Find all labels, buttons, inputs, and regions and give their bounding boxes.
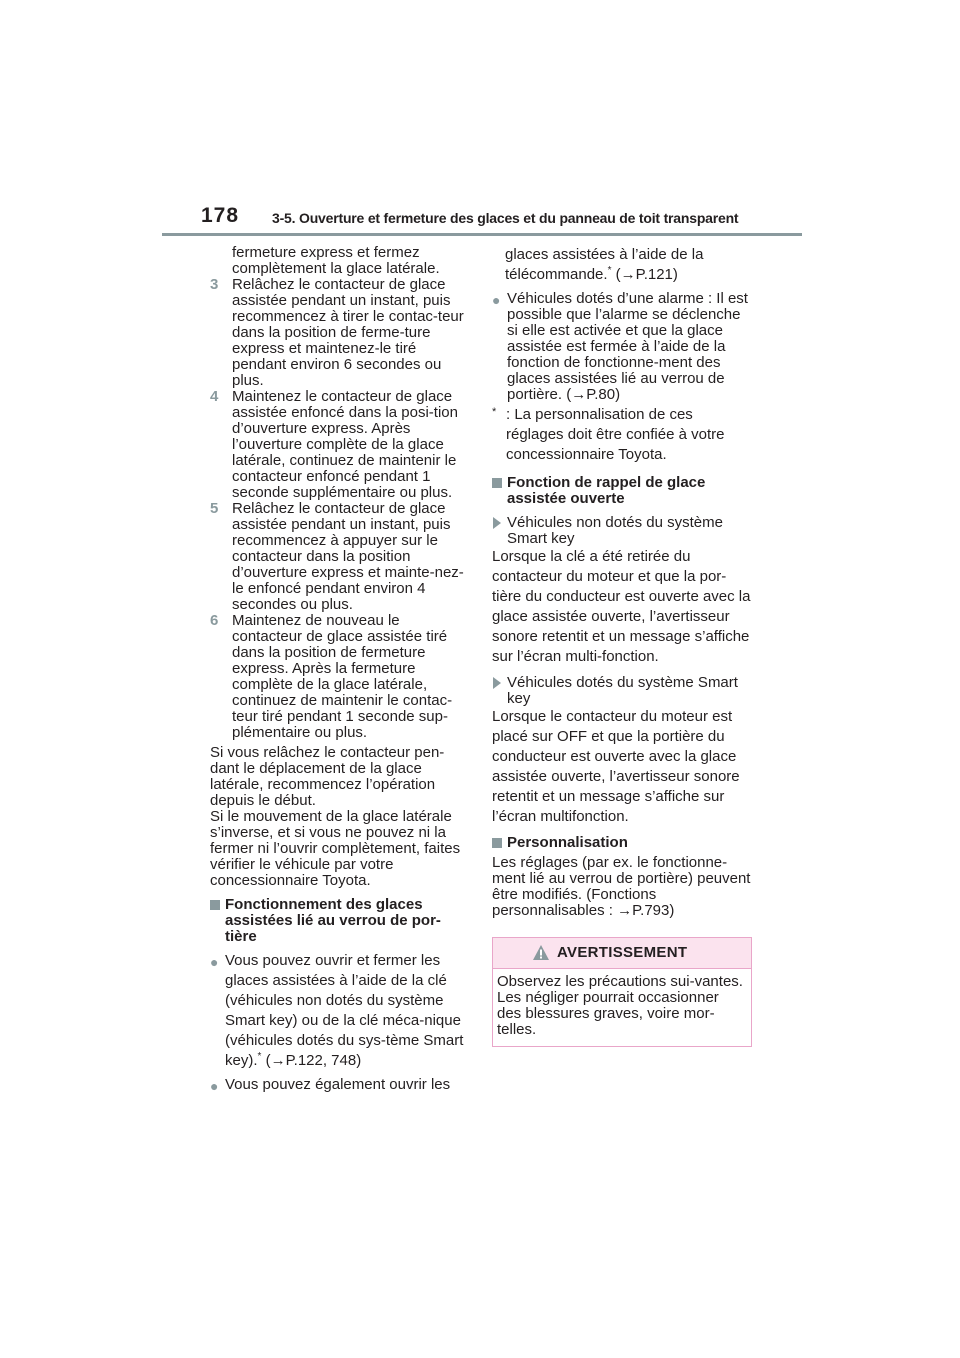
- bullet-item: [492, 291, 754, 403]
- warning-triangle-icon: [532, 944, 550, 961]
- circle-bullet-icon: ●: [210, 954, 219, 970]
- continued-body: glaces assistées à l’aide de la télécommande.: [505, 246, 704, 283]
- step-text: Relâchez le contacteur de glace assistée pendant un instant, puis recommencez à appuyer sur le contacteur dans la position d’ouverture express et mainte-nez-le enfoncé pendant environ 4 secondes ou plus.: [232, 500, 464, 613]
- bullet-text: Vous pouvez ouvrir et fermer les glaces assistées à l’aide de la clé (véhicules non dotés du système Smart key) ou de la clé méca-nique (véhicules dotés du sys-tème Smart key).: [225, 952, 464, 1069]
- page-reference: (→P.121): [611, 266, 678, 283]
- right-column: [492, 245, 754, 1047]
- step-5: [210, 501, 472, 613]
- paragraph-restart: Si vous relâchez le contacteur pen-dant le déplacement de la glace latérale, recommencez l’opération depuis le début.: [210, 744, 445, 809]
- footnote-text: : La personnalisation de ces réglages doit être confiée à votre concessionnaire Toyota.: [506, 406, 725, 463]
- bullet-item: [210, 951, 472, 1071]
- subheading-no-smart-key: [492, 515, 754, 547]
- paragraph-no-smart-key: Lorsque la clé a été retirée du contacteur du moteur et que la por-tière du conducteur est ouverte avec la glace assistée ouverte, l’avertisseur sonore retentit et un message s’affiche sur l’écran multi-fonction.: [492, 548, 751, 665]
- step-3: [210, 277, 472, 389]
- section-heading-reminder: [492, 475, 754, 507]
- asterisk-mark: *: [492, 406, 497, 418]
- square-bullet-icon: [492, 478, 502, 488]
- page-number: 178: [201, 204, 240, 227]
- heading-text: Personnalisation: [507, 834, 628, 851]
- header-rule: [162, 233, 802, 236]
- step-number: 4: [210, 388, 219, 405]
- paragraph-smart-key: Lorsque le contacteur du moteur est placé sur OFF et que la portière du conducteur est ouverte avec la glace assistée ouverte, l’avertisseur sonore retentit et un message s’affiche sur l’écran multifonction.: [492, 708, 740, 825]
- intro-text: fermeture express et fermez complètement la glace latérale.: [232, 244, 440, 277]
- warning-line: Les négliger pourrait occasionner des blessures graves, voire mor-telles.: [497, 989, 719, 1038]
- square-bullet-icon: [492, 838, 502, 848]
- step-6: [210, 613, 472, 741]
- step-text: Maintenez de nouveau le contacteur de glace assistée tiré dans la position de fermeture express. Après la fermeture complète de la glace latérale, continuez de maintenir le contac-teur tiré pendant 1 seconde sup-plémentaire ou plus.: [232, 612, 453, 741]
- step-number: 6: [210, 612, 219, 629]
- step-number: 5: [210, 500, 219, 517]
- asterisk-mark: *: [257, 1051, 262, 1062]
- paragraph-customization: Les réglages (par ex. le fonctionne-ment lié au verrou de portière) peuvent être modifiés. (Fonctions personnalisables : →P.793): [492, 854, 751, 919]
- step-4: [210, 389, 472, 501]
- warning-box: [492, 937, 752, 1047]
- section-heading-customization: [492, 835, 754, 851]
- subheading-text: Véhicules non dotés du système Smart key: [507, 514, 723, 547]
- square-bullet-icon: [210, 900, 220, 910]
- paragraph-inverse: Si le mouvement de la glace latérale s’inverse, et si vous ne pouvez ni la fermer ni l’ouvrir complètement, faites vérifier le véhicule par votre concessionnaire Toyota.: [210, 808, 461, 889]
- left-column: [210, 245, 472, 1093]
- bullet-item: [210, 1077, 472, 1093]
- bullet-text: Vous pouvez également ouvrir les: [225, 1076, 451, 1093]
- triangle-bullet-icon: [493, 517, 501, 529]
- circle-bullet-icon: ●: [210, 1078, 219, 1094]
- subheading-smart-key: [492, 675, 754, 707]
- bullet-text: Véhicules dotés d’une alarme : Il est possible que l’alarme se déclenche si elle est activée et que la glace assistée est fermée à l’aide de la fonction de fonctionne-ment des glaces assistées lié au verrou de portière. (→P.80): [507, 290, 748, 403]
- heading-text: Fonctionnement des glaces assistées lié au verrou de por-tière: [225, 896, 441, 945]
- triangle-bullet-icon: [493, 677, 501, 689]
- footnote: [492, 405, 754, 465]
- page-reference: (→P.122, 748): [261, 1052, 362, 1069]
- section-heading-lock: [210, 897, 472, 945]
- continued-text: [492, 245, 754, 285]
- warning-header: [493, 938, 751, 969]
- asterisk-mark: *: [607, 265, 612, 276]
- section-title: 3-5. Ouverture et fermeture des glaces et du panneau de toit transparent: [272, 210, 739, 226]
- subheading-text: Véhicules dotés du système Smart key: [507, 674, 738, 707]
- heading-text: Fonction de rappel de glace assistée ouverte: [507, 474, 706, 507]
- warning-body: [493, 969, 751, 1046]
- step-number: 3: [210, 276, 219, 293]
- step-text: Relâchez le contacteur de glace assistée pendant un instant, puis recommencez à tirer le contac-teur dans la position de ferme-ture express et maintenez-le tiré pendant environ 6 secondes ou plus.: [232, 276, 464, 389]
- warning-line: Observez les précautions sui-vantes.: [497, 973, 743, 990]
- warning-title: AVERTISSEMENT: [557, 944, 688, 961]
- step-text: Maintenez le contacteur de glace assistée enfoncé dans la posi-tion d’ouverture express. Après l’ouverture complète de la glace latérale, continuez de maintenir le contacteur enfoncé pendant 1 seconde supplémentaire ou plus.: [232, 388, 458, 501]
- circle-bullet-icon: ●: [492, 292, 501, 308]
